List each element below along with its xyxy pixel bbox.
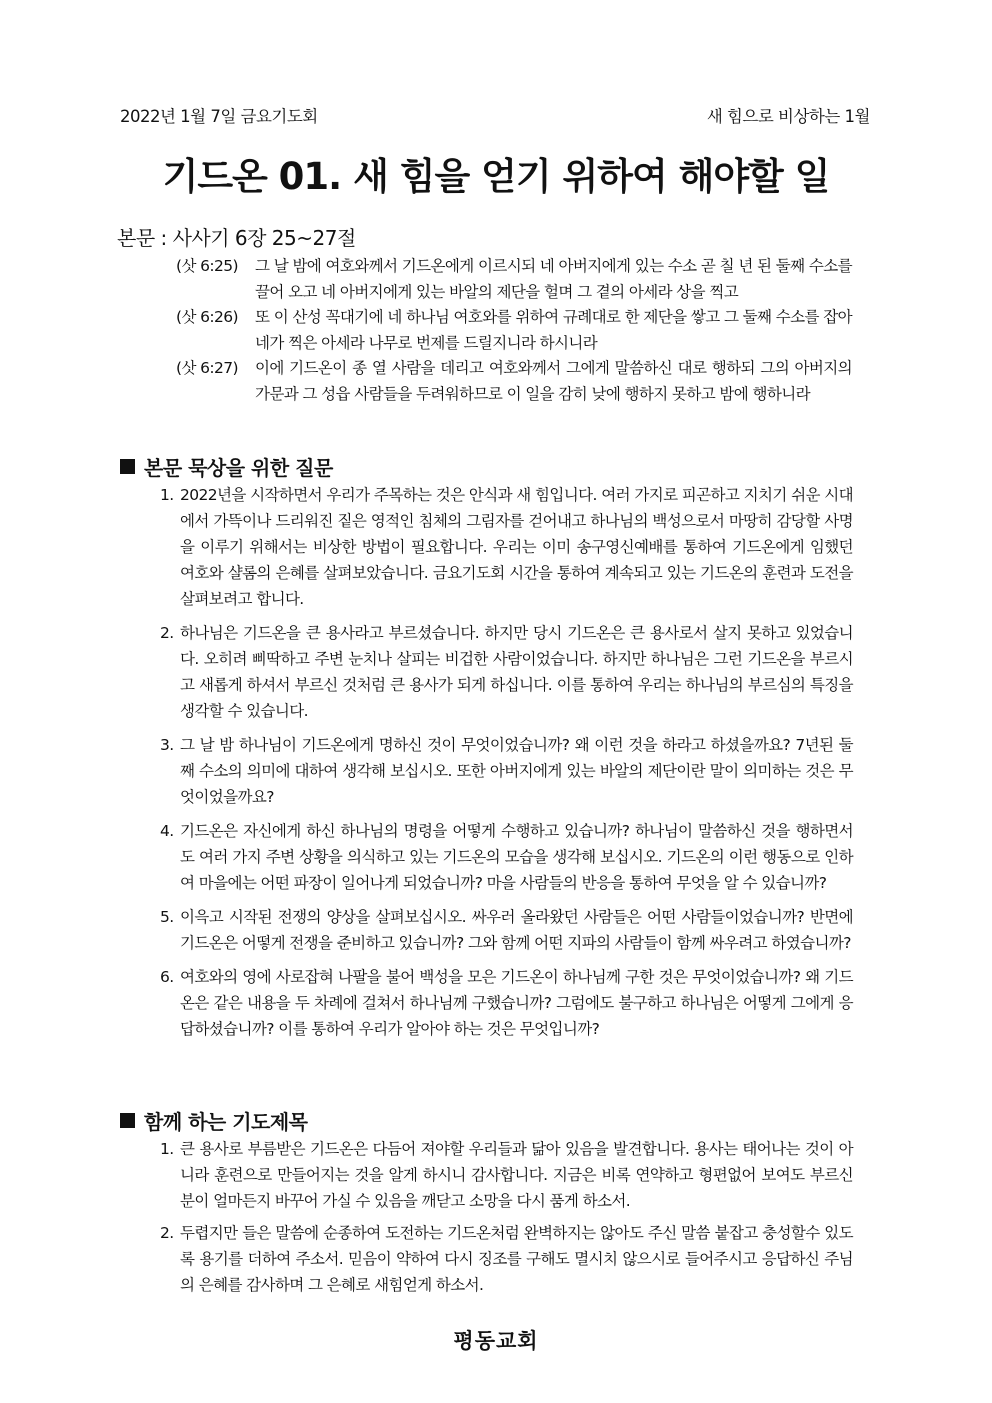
item-text: 이윽고 시작된 전쟁의 양상을 살펴보십시오. 싸우러 올라왔던 사람들은 어떤 사람들이었습니까? 반면에 기드온은 어떻게 전쟁을 준비하고 있습니까? 그와 함께 어떤 지파의 사람들이 함께 싸우려고 하였습니까? xyxy=(180,908,853,952)
item-text: 하나님은 기드온을 큰 용사라고 부르셨습니다. 하지만 당시 기드온은 큰 용사로서 살지 못하고 있었습니다. 오히려 삐딱하고 주변 눈치나 살피는 비겁한 사람이었습니다. 하지만 하나님은 그런 기드온을 부르시고 새롭게 하셔서 부르신 것처럼 큰 용사가 되게 하십니다. 이를 통하여 우리는 하나님의 부르심의 특징을 생각할 수 있습니다. xyxy=(180,624,853,720)
list-item xyxy=(160,1220,853,1298)
meditation-questions xyxy=(160,482,853,1042)
page-title: 기드온 01. 새 힘을 얻기 위하여 해야할 일 xyxy=(162,155,830,198)
header-row xyxy=(120,103,870,127)
item-text: 2022년을 시작하면서 우리가 주목하는 것은 안식과 새 힘입니다. 여러 가지로 피곤하고 지치기 쉬운 시대에서 가뜩이나 드리워진 짙은 영적인 침체의 그림자를 걷어내고 하나님의 백성으로서 마땅히 감당할 사명을 이루기 위해서는 비상한 방법이 필요합니다. 우리는 이미 송구영신예배를 통하여 기드온에게 임했던 여호와 샬롬의 은혜를 살펴보았습니다. 금요기도회 시간을 통하여 계속되고 있는 기드온의 훈련과 도전을 살펴보려고 합니다. xyxy=(180,486,853,608)
verse xyxy=(176,254,852,305)
item-text: 그 날 밤 하나님이 기드온에게 명하신 것이 무엇이었습니까? 왜 이런 것을 하라고 하셨을까요? 7년된 둘째 수소의 의미에 대하여 생각해 보십시오. 또한 아버지에게 있는 바알의 제단이란 말이 의미하는 것은 무엇이었을까요? xyxy=(180,736,853,806)
service-date: 2022년 1월 7일 금요기도회 xyxy=(120,107,318,126)
item-text: 기드온은 자신에게 하신 하나님의 명령을 어떻게 수행하고 있습니까? 하나님이 말씀하신 것을 행하면서도 여러 가지 주변 상황을 의식하고 있는 기드온의 모습을 생각해 보십시오. 기드온의 이런 행동으로 인하여 마을에는 어떤 파장이 일어나게 되었습니까? 마을 사람들의 반응을 통하여 무엇을 알 수 있습니까? xyxy=(180,822,853,892)
scripture-reference: 본문 : 사사기 6장 25~27절 xyxy=(117,226,356,250)
scripture-verses xyxy=(176,254,852,407)
list-item xyxy=(160,904,853,956)
black-square-icon xyxy=(120,459,135,474)
verse-ref: (삿 6:26) xyxy=(176,308,239,326)
prayer-topics xyxy=(160,1136,853,1298)
verse-text: 그 날 밤에 여호와께서 기드온에게 이르시되 네 아버지에게 있는 수소 곧 칠 년 된 둘째 수소를 끌어 오고 네 아버지에게 있는 바알의 제단을 헐며 그 곁의 아세라 상을 찍고 xyxy=(255,257,852,301)
list-item xyxy=(160,620,853,724)
verse-text: 이에 기드온이 종 열 사람을 데리고 여호와께서 그에게 말씀하신 대로 행하되 그의 아버지의 가문과 그 성읍 사람들을 두려워하므로 이 일을 감히 낮에 행하지 못하고 밤에 행하니라 xyxy=(255,359,852,403)
prayer-heading xyxy=(120,1106,308,1135)
prayer-heading-text: 함께 하는 기도제목 xyxy=(144,1110,308,1134)
list-item xyxy=(160,482,853,612)
item-number: 4. xyxy=(160,822,174,840)
church-name: 평동교회 xyxy=(453,1328,539,1353)
item-number: 3. xyxy=(160,736,174,754)
list-item xyxy=(160,818,853,896)
item-text: 여호와의 영에 사로잡혀 나팔을 불어 백성을 모은 기드온이 하나님께 구한 것은 무엇이었습니까? 왜 기드온은 같은 내용을 두 차례에 걸쳐서 하나님께 구했습니까? 그럼에도 불구하고 하나님은 어떻게 그에게 응답하셨습니까? 이를 통하여 우리가 알아야 하는 것은 무엇입니까? xyxy=(180,968,853,1038)
item-number: 6. xyxy=(160,968,174,986)
item-number: 2. xyxy=(160,624,174,642)
item-number: 5. xyxy=(160,908,174,926)
item-number: 1. xyxy=(160,486,174,504)
verse-ref: (삿 6:25) xyxy=(176,257,239,275)
list-item xyxy=(160,732,853,810)
verse xyxy=(176,356,852,407)
list-item xyxy=(160,964,853,1042)
black-square-icon xyxy=(120,1113,135,1128)
verse-ref: (삿 6:27) xyxy=(176,359,239,377)
list-item xyxy=(160,1136,853,1214)
meditation-heading-text: 본문 묵상을 위한 질문 xyxy=(144,456,333,480)
item-number: 1. xyxy=(160,1140,174,1158)
monthly-theme: 새 힘으로 비상하는 1월 xyxy=(706,107,870,126)
item-text: 두렵지만 들은 말씀에 순종하여 도전하는 기드온처럼 완벽하지는 않아도 주신 말씀 붙잡고 충성할수 있도록 용기를 더하여 주소서. 믿음이 약하여 다시 징조를 구해도 멸시치 않으시로 들어주시고 응답하신 주님의 은혜를 감사하며 그 은혜로 새힘얻게 하소서. xyxy=(180,1224,853,1294)
meditation-heading xyxy=(120,452,333,481)
item-text: 큰 용사로 부름받은 기드온은 다듬어 져야할 우리들과 닮아 있음을 발견합니다. 용사는 태어나는 것이 아니라 훈련으로 만들어지는 것을 알게 하시니 감사합니다. 지금은 비록 연약하고 형편없어 보여도 부르신 분이 얼마든지 바꾸어 가실 수 있음을 깨닫고 소망을 다시 품게 하소서. xyxy=(180,1140,853,1210)
item-number: 2. xyxy=(160,1224,174,1242)
verse xyxy=(176,305,852,356)
verse-text: 또 이 산성 꼭대기에 네 하나님 여호와를 위하여 규례대로 한 제단을 쌓고 그 둘째 수소를 잡아 네가 찍은 아세라 나무로 번제를 드릴지니라 하시니라 xyxy=(255,308,852,352)
